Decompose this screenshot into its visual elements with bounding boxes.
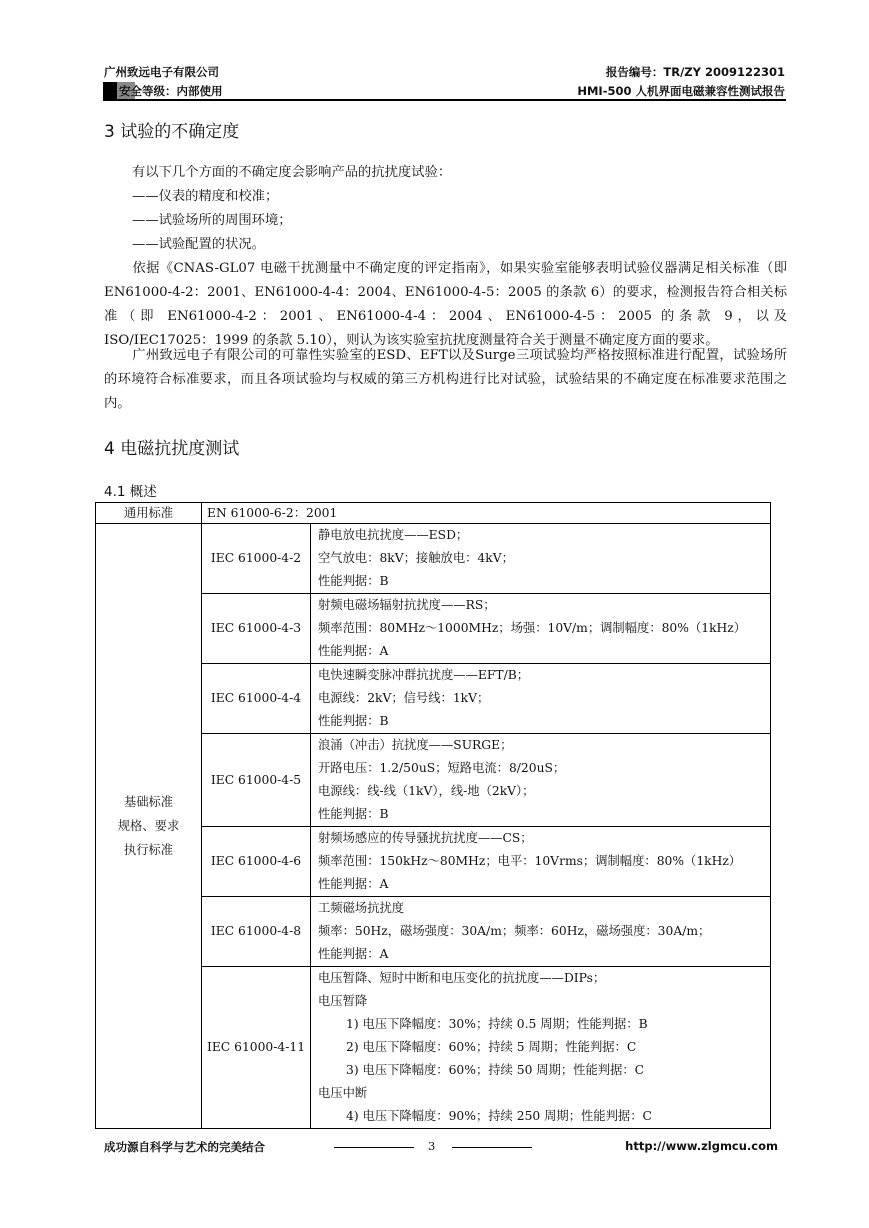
desc-dips: 电压暂降、短时中断和电压变化的抗扰度——DIPs； 电压暂降 1) 电压下降幅度：30%；持续 0.5 周期；性能判据：B 2) 电压下降幅度：60%；持续 5 周期；性能判据：C 3) 电压下降幅度：60%；持续 50 周期；性能判据：C 电压中断 4) 电压下降幅度：90%；持续 250 周期；性能判据：C	[311, 967, 771, 1129]
std-iec-61000-4-4: IEC 61000-4-4	[202, 664, 311, 734]
table-row	[96, 503, 771, 524]
general-standard-value: EN 61000-6-2：2001	[202, 503, 771, 524]
std-iec-61000-4-8: IEC 61000-4-8	[202, 897, 311, 967]
section3-para2: 广州致远电子有限公司的可靠性实验室的ESD、EFT以及Surge三项试验均严格按照标准进行配置，试验场所的环境符合标准要求，而且各项试验均与权威的第三方机构进行比对试验，试验结果的不确定度在标准要求范围之内。	[104, 348, 787, 411]
desc-eft: 电快速瞬变脉冲群抗扰度——EFT/B； 电源线：2kV；信号线：1kV； 性能判据：B	[311, 664, 771, 734]
std-iec-61000-4-6: IEC 61000-4-6	[202, 827, 311, 897]
bullet-3: ——试验配置的状况。	[132, 237, 265, 252]
std-iec-61000-4-3: IEC 61000-4-3	[202, 594, 311, 664]
header-rule	[103, 99, 786, 101]
section3-intro: 有以下几个方面的不确定度会影响产品的抗扰度试验：	[132, 165, 452, 180]
security-level: 安全等级：内部使用	[119, 84, 223, 98]
bullet-2: ——试验场所的周围环境；	[132, 213, 292, 228]
basic-standard-label: 基础标准 规格、要求 执行标准	[96, 524, 202, 1129]
desc-surge: 浪涌（冲击）抗扰度——SURGE； 开路电压：1.2/50uS；短路电流：8/20uS； 电源线：线-线（1kV），线-地（2kV）； 性能判据：B	[311, 734, 771, 827]
desc-power-frequency-magnetic: 工频磁场抗扰度 频率：50Hz，磁场强度：30A/m；频率：60Hz，磁场强度：30A/m； 性能判据：A	[311, 897, 771, 967]
footer-rule-right	[452, 1147, 532, 1148]
desc-cs: 射频场感应的传导骚扰抗扰度——CS； 频率范围：150kHz～80MHz；电平：10Vrms；调制幅度：80%（1kHz） 性能判据：A	[311, 827, 771, 897]
desc-esd: 静电放电抗扰度——ESD； 空气放电：8kV；接触放电：4kV； 性能判据：B	[311, 524, 771, 594]
report-number: 报告编号：TR/ZY 2009122301	[605, 65, 785, 79]
table-row	[96, 524, 771, 594]
bullet-1: ——仪表的精度和校准；	[132, 189, 279, 204]
footer-rule-left	[334, 1147, 414, 1148]
std-iec-61000-4-2: IEC 61000-4-2	[202, 524, 311, 594]
security-bar-black	[103, 82, 117, 99]
section3-title: 3 试验的不确定度	[104, 122, 240, 142]
company-name: 广州致远电子有限公司	[104, 65, 219, 79]
std-iec-61000-4-5: IEC 61000-4-5	[202, 734, 311, 827]
footer-url[interactable]: http://www.zlgmcu.com	[625, 1139, 778, 1153]
page-number: 3	[428, 1139, 436, 1153]
desc-rs: 射频电磁场辐射抗扰度——RS； 频率范围：80MHz～1000MHz；场强：10V/m；调制幅度：80%（1kHz） 性能判据：A	[311, 594, 771, 664]
section3-para1: 依据《CNAS-GL07 电磁干扰测量中不确定度的评定指南》，如果实验室能够表明试验仪器满足相关标准（即 EN61000-4-2：2001、EN61000-4-4：2004、EN61000-4-5：2005 的条款 6）的要求，检测报告符合相关标准（即 EN61000-4-2：2001、EN61000-4-4：2004、EN61000-4-5：2005 的条款 9，以及 ISO/IEC17025：1999 的条款 5.10），则认为该实验室抗扰度测量符合关于测量不确定度方面的要求。	[104, 261, 787, 348]
section4-title: 4 电磁抗扰度测试	[104, 439, 240, 459]
section4-1-title: 4.1 概述	[104, 484, 157, 500]
footer-slogan: 成功源自科学与艺术的完美结合	[104, 1140, 265, 1154]
report-title: HMI-500 人机界面电磁兼容性测试报告	[577, 84, 785, 98]
general-standard-label: 通用标准	[96, 503, 202, 524]
std-iec-61000-4-11: IEC 61000-4-11	[202, 967, 311, 1129]
standards-table	[95, 502, 771, 1129]
